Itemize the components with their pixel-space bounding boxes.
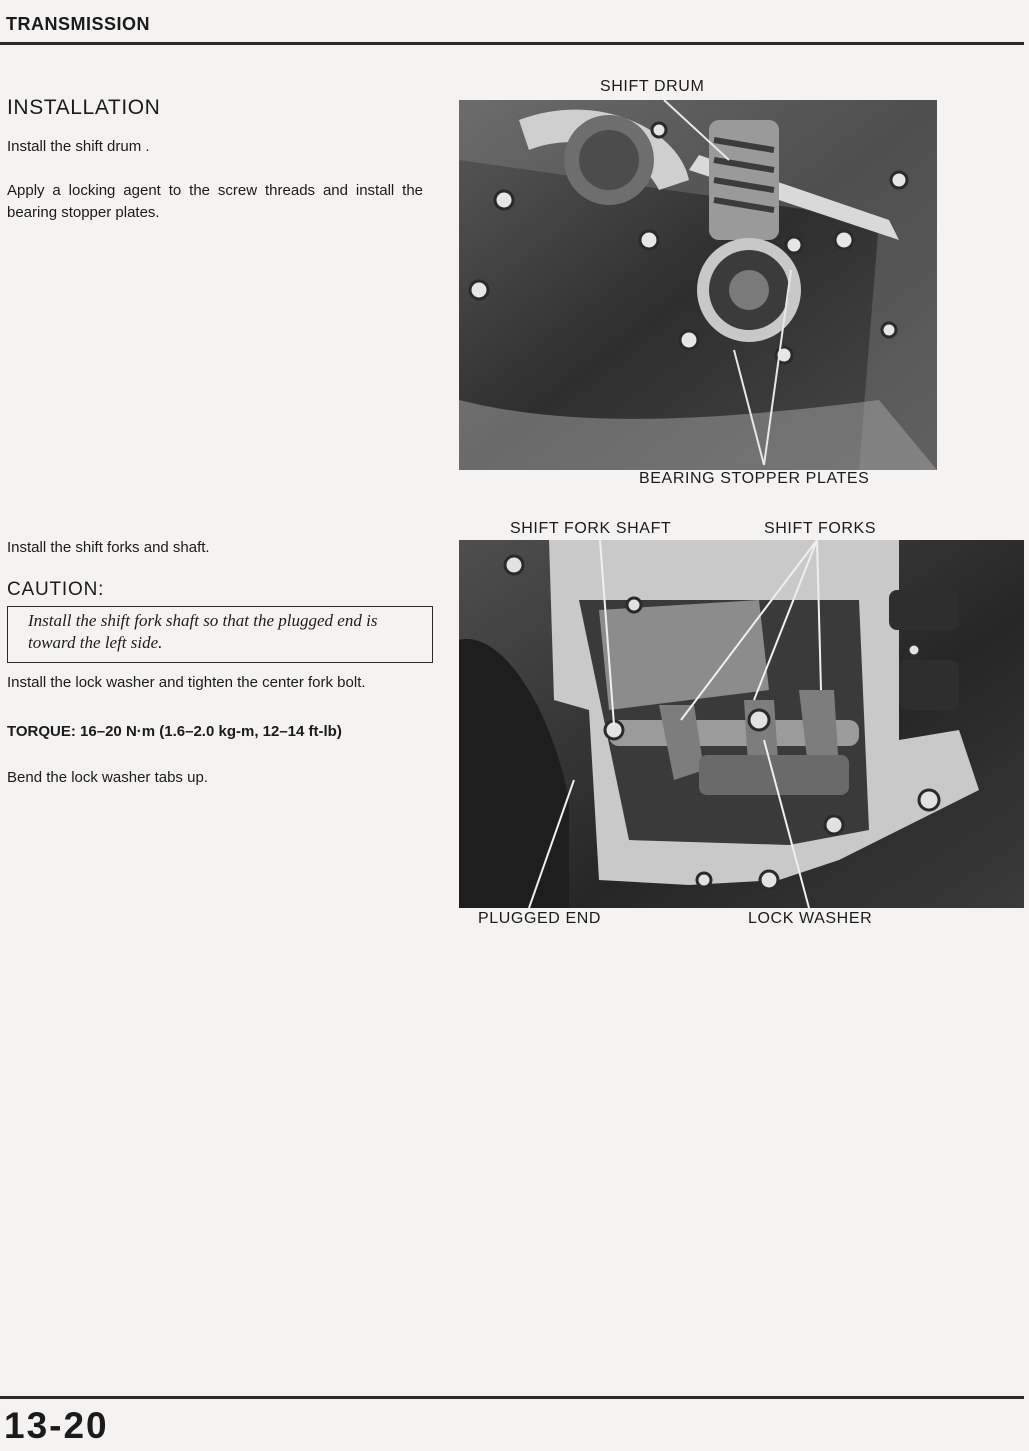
caution-box: Install the shift fork shaft so that the plugged end is toward the left side. (7, 606, 433, 663)
section-title: INSTALLATION (7, 96, 161, 119)
header-rule (0, 42, 1024, 45)
label-bearing-stopper-plates: BEARING STOPPER PLATES (639, 470, 870, 487)
step-apply-locking-agent: Apply a locking agent to the screw threads and install the bearing stopper plates. (7, 182, 423, 221)
torque-spec: TORQUE: 16–20 N·m (1.6–2.0 kg-m, 12–14 ft-lb) (7, 723, 342, 740)
step-bend-tabs: Bend the lock washer tabs up. (7, 769, 208, 786)
caution-title: CAUTION: (7, 579, 105, 600)
page-number: 13-20 (4, 1405, 109, 1446)
step-install-lock-washer: Install the lock washer and tighten the center fork bolt. (7, 674, 366, 691)
footer-rule (0, 1396, 1024, 1399)
step-install-shift-drum: Install the shift drum . (7, 138, 150, 155)
step-install-shift-forks: Install the shift forks and shaft. (7, 539, 210, 556)
label-shift-drum: SHIFT DRUM (600, 78, 705, 95)
header-title: TRANSMISSION (6, 14, 151, 34)
label-shift-forks: SHIFT FORKS (764, 520, 877, 537)
label-shift-fork-shaft: SHIFT FORK SHAFT (510, 520, 672, 537)
label-lock-washer: LOCK WASHER (748, 910, 873, 927)
photo-shift-forks (459, 540, 1024, 908)
label-plugged-end: PLUGGED END (478, 910, 602, 927)
photo-shift-drum (459, 100, 937, 470)
